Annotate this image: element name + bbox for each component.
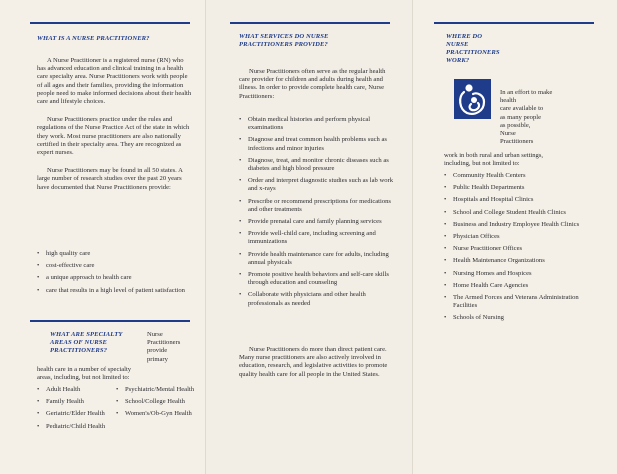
heading-services: [239, 33, 394, 49]
text-line: including, but not limited to:: [444, 160, 520, 168]
heading-rule: [30, 320, 190, 322]
heading-line: PRACTITIONERS: [446, 49, 500, 56]
list-item: • Collaborate with physicians and other health professionals as needed: [239, 291, 399, 307]
list-item: • Home Health Care Agencies: [444, 282, 599, 290]
text-line: areas, including, but not limited to:: [37, 374, 130, 382]
list-item: • Physician Offices: [444, 233, 599, 241]
paragraph: Nurse Practitioners do more than direct patient care. Many nurse practitioners are also actively involved in education, research, and legislative activities to promote quality health care for all people in the United States.: [239, 346, 388, 378]
list-item: • Women's/Ob-Gyn Health: [116, 410, 200, 418]
list-item: • Prescribe or recommend prescriptions for medications and other treatments: [239, 198, 399, 214]
list-item: • Provide health maintenance care for adults, including annual physicals: [239, 251, 399, 267]
heading-line: WHERE DO: [446, 33, 483, 40]
list-item: • care that results in a high level of patient satisfaction: [37, 287, 197, 295]
heading-line: PRACTITIONERS?: [50, 347, 108, 354]
list-item: • Adult Health: [37, 386, 115, 394]
heading-rule: [230, 22, 390, 24]
heading-specialty-areas: [50, 331, 145, 355]
heading-line: WORK?: [446, 57, 470, 64]
list-item: • Promote positive health behaviors and self-care skills through education and counseling: [239, 271, 399, 287]
where-side-text: [500, 89, 596, 146]
text-line: provide: [147, 347, 168, 355]
logo-graphic: [454, 79, 491, 119]
list-item: • Business and Industry Employee Health Clinics: [444, 221, 599, 229]
text-line: Practitioners: [147, 339, 181, 347]
specialty-list-col1: [37, 386, 115, 435]
text-line: Practitioners: [500, 138, 534, 146]
paragraph: Nurse Practitioners often serve as the regular health care provider for children and adults during health and illness. In order to provide complete health care, Nurse Practitioners:: [239, 68, 386, 100]
text-line: Nurse: [500, 130, 516, 138]
text-line: primary: [147, 355, 168, 363]
list-item: • School and College Student Health Clinics: [444, 209, 599, 217]
services-closing: [239, 346, 395, 379]
list-item: • Provide prenatal care and family planning services: [239, 218, 399, 226]
fold-line: [412, 0, 413, 474]
where-intro: [444, 152, 599, 168]
list-item: • Community Health Centers: [444, 172, 599, 180]
list-item: • Nurse Practitioner Offices: [444, 245, 599, 253]
np-description: [37, 57, 194, 192]
paragraph: Nurse Practitioners practice under the rules and regulations of the Nurse Practice Act of the state in which they work. Most nurse practitioners are also nationally certified in their specialty area. They are recognized as expert nurses.: [37, 116, 190, 157]
text-line: work in both rural and urban settings,: [444, 152, 544, 159]
list-item: • Schools of Nursing: [444, 314, 599, 322]
specialty-intro: [37, 366, 197, 382]
list-item: • School/College Health: [116, 398, 200, 406]
heading-line: WHAT ARE SPECIALTY: [50, 331, 123, 338]
list-item: • Hospitals and Hospital Clinics: [444, 196, 599, 204]
list-item: • The Armed Forces and Veterans Administration Facilities: [444, 294, 599, 310]
heading-where-work: [446, 33, 586, 65]
text-line: as many people: [500, 113, 542, 121]
np-provides-list: [37, 250, 197, 299]
heading-rule: [30, 22, 190, 24]
list-item: • Provide well-child care, including screening and immunizations: [239, 230, 399, 246]
heading-line: AREAS OF NURSE: [50, 339, 107, 346]
list-item: • high quality care: [37, 250, 197, 258]
text-line: Nurse: [147, 331, 163, 338]
heading-line: NURSE: [446, 41, 469, 48]
paragraph: A Nurse Practitioner is a registered nurse (RN) who has advanced education and clinical training in a health care specialty area. Nurse Practitioners work with people of all ages and their families, providing the information people need to make informed decisions about their health care and lifestyle choices.: [37, 57, 192, 106]
list-item: • a unique approach to health care: [37, 274, 197, 282]
text-line: care available to: [500, 105, 544, 113]
list-item: • Family Health: [37, 398, 115, 406]
text-line: health care in a number of specialty: [37, 366, 132, 373]
list-item: • Diagnose and treat common health problems such as infections and minor injuries: [239, 136, 399, 152]
list-item: • Obtain medical histories and perform physical examinations: [239, 116, 399, 132]
heading-rule: [434, 22, 594, 24]
services-list: [239, 116, 399, 312]
list-item: • Nursing Homes and Hospices: [444, 270, 599, 278]
services-intro: [239, 68, 395, 101]
heading-line: PRACTITIONERS PROVIDE?: [239, 41, 328, 48]
mother-child-logo-icon: [454, 79, 491, 119]
text-line: health: [500, 97, 517, 105]
list-item: • Health Maintenance Organizations: [444, 257, 599, 265]
paragraph: Nurse Practitioners may be found in all 50 states. A large number of research studies over the past 20 years have documented that Nurse Practitioners provide:: [37, 167, 183, 191]
list-item: • Diagnose, treat, and monitor chronic diseases such as diabetes and high blood pressure: [239, 157, 399, 173]
list-item: • Psychiatric/Mental Health: [116, 386, 200, 394]
specialty-list-col2: [116, 386, 200, 423]
heading-line: WHAT SERVICES DO NURSE: [239, 33, 329, 40]
list-item: • Geriatric/Elder Health: [37, 410, 115, 418]
heading-what-is-np: WHAT IS A NURSE PRACTITIONER?: [37, 35, 150, 42]
list-item: • Order and interpret diagnostic studies such as lab work and x-rays: [239, 177, 399, 193]
list-item: • Public Health Departments: [444, 184, 599, 192]
work-settings-list: [444, 172, 599, 327]
text-line: as possible,: [500, 121, 531, 129]
text-line: In an effort to make: [500, 89, 553, 96]
fold-line: [205, 0, 206, 474]
specialty-side-text: [147, 331, 197, 364]
list-item: • cost-effective care: [37, 262, 197, 270]
list-item: • Pediatric/Child Health: [37, 423, 115, 431]
